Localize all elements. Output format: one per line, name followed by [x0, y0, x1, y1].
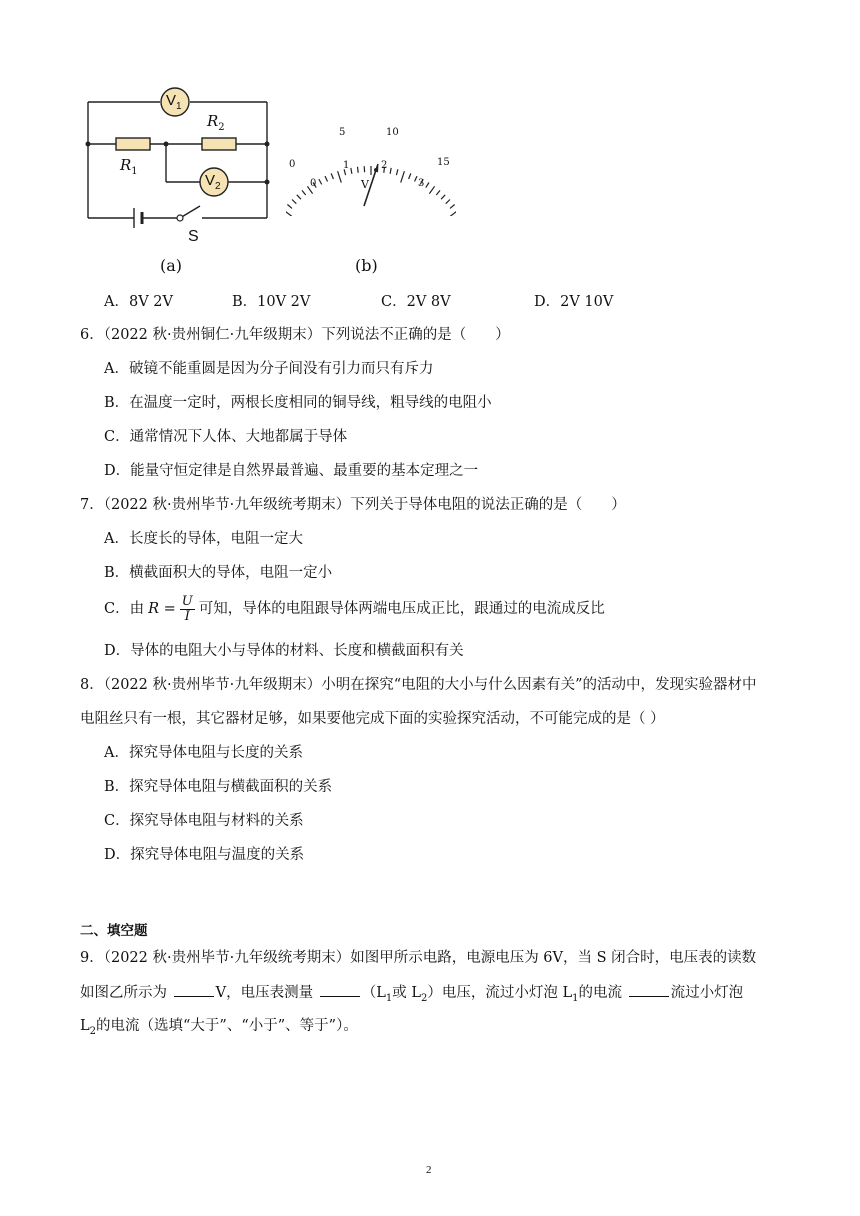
dial-tick [426, 183, 429, 188]
dial-tick [351, 168, 352, 174]
dial-tick [331, 173, 333, 179]
q8-stem-line1: 8．（2022 秋·贵州毕节·九年级期末）小明在探究“电阻的大小与什么因素有关”的活动中，发现实验器材中 [80, 677, 757, 693]
q8-option-c: C．探究导体电阻与材料的关系 [104, 813, 304, 829]
v1-label: $V_1$ [166, 92, 182, 112]
q6-option-b: B．在温度一定时，两根长度相同的铜导线，粗导线的电阻小 [104, 395, 492, 411]
answer-blank-current-compare[interactable] [629, 982, 669, 997]
dial-tick [401, 171, 405, 182]
dial-unit: V [361, 178, 369, 191]
dial-tick [436, 190, 440, 195]
dial-tick [286, 210, 293, 216]
dial-tick [396, 169, 398, 175]
dial-tick [450, 205, 455, 209]
formula-fraction: $\frac{U}{I}$ [181, 593, 193, 624]
q6-stem: 6．（2022 秋·贵州铜仁·九年级期末）下列说法不正确的是（ ） [80, 327, 510, 343]
dial-bottom-2: 2 [381, 160, 388, 171]
q9-line3: $L_2$的电流（选填“大于”、“小于”、等于”）。 [80, 1018, 358, 1037]
formula-lhs: R = [148, 601, 176, 617]
dial-top-10: 10 [386, 127, 399, 138]
dial-tick [415, 176, 418, 181]
dial-tick [441, 195, 445, 199]
dial-tick [302, 190, 306, 195]
q8-option-d: D．探究导体电阻与温度的关系 [104, 847, 305, 863]
dial-bottom-0: 0 [310, 178, 317, 189]
r1-label: $R_1$ [120, 156, 138, 177]
figure-a-caption: (a) [160, 256, 183, 275]
page-number: 2 [426, 1164, 432, 1176]
r2-label: $R_2$ [207, 112, 225, 133]
dial-tick [287, 205, 292, 209]
q7-stem: 7．（2022 秋·贵州毕节·九年级统考期末）下列关于导体电阻的说法正确的是（ ） [80, 497, 626, 513]
q7-option-a: A．长度长的导体，电阻一定大 [104, 531, 303, 547]
q7-option-b: B．横截面积大的导体，电阻一定小 [104, 565, 333, 581]
q5-option-b: B．10V 2V [232, 294, 311, 310]
q9-line1: 9．（2022 秋·贵州毕节·九年级统考期末）如图甲所示电路，电源电压为 6V，当 S 闭合时，电压表的读数 [80, 950, 757, 966]
dial-tick [409, 173, 411, 179]
v2-label: $V_2$ [205, 172, 221, 192]
figure-b-caption: (b) [355, 256, 378, 275]
q7-option-d: D．导体的电阻大小与导体的材料、长度和横截面积有关 [104, 643, 464, 659]
dial-tick [358, 167, 359, 173]
q5-option-c: C．2V 8V [381, 294, 451, 310]
dial-tick [429, 186, 434, 193]
voltmeter-dial-b [286, 126, 456, 216]
q8-option-b: B．探究导体电阻与横截面积的关系 [104, 779, 333, 795]
dial-top-5: 5 [339, 127, 346, 138]
circuit-diagram-a [80, 80, 290, 250]
dial-bottom-3: 3 [418, 178, 425, 189]
dial-tick [390, 168, 391, 174]
dial-top-zero: 0 [289, 159, 296, 170]
dial-tick [297, 195, 301, 199]
dial-tick [446, 200, 450, 204]
dial-tick [319, 179, 322, 184]
dial-tick [449, 210, 456, 216]
q8-stem-line2: 电阻丝只有一根，其它器材足够，如果要他完成下面的实验探究活动，不可能完成的是（ ） [80, 711, 665, 727]
q6-option-a: A．破镜不能重圆是因为分子间没有引力而只有斥力 [104, 361, 434, 377]
answer-blank-measured-bulb[interactable] [320, 982, 360, 997]
q5-option-d: D．2V 10V [534, 294, 614, 310]
q6-option-c: C．通常情况下人体、大地都属于导体 [104, 429, 348, 445]
answer-blank-voltage[interactable] [174, 982, 214, 997]
dial-bottom-1: 1 [343, 160, 350, 171]
q6-option-d: D．能量守恒定律是自然界最普遍、最重要的基本定理之一 [104, 463, 479, 479]
q7-option-c: C．由 R = $\frac{U}{I}$ 可知，导体的电阻跟导体两端电压成正比，跟通过的电流成反比 [104, 593, 605, 624]
dial-tick [292, 200, 296, 204]
dial-top-15: 15 [437, 157, 450, 168]
dial-tick [325, 176, 328, 181]
switch-label: S [188, 228, 199, 245]
q8-option-a: A．探究导体电阻与长度的关系 [104, 745, 303, 761]
dial-tick [338, 171, 342, 182]
q5-option-a: A．8V 2V [104, 294, 173, 310]
q9-line2: 如图乙所示为 V，电压表测量 （$L_1$或 $L_2$）电压，流过小灯泡 $L_1$的电流 流过小灯泡 [80, 982, 743, 1009]
section-title: 二、填空题 [80, 923, 148, 939]
